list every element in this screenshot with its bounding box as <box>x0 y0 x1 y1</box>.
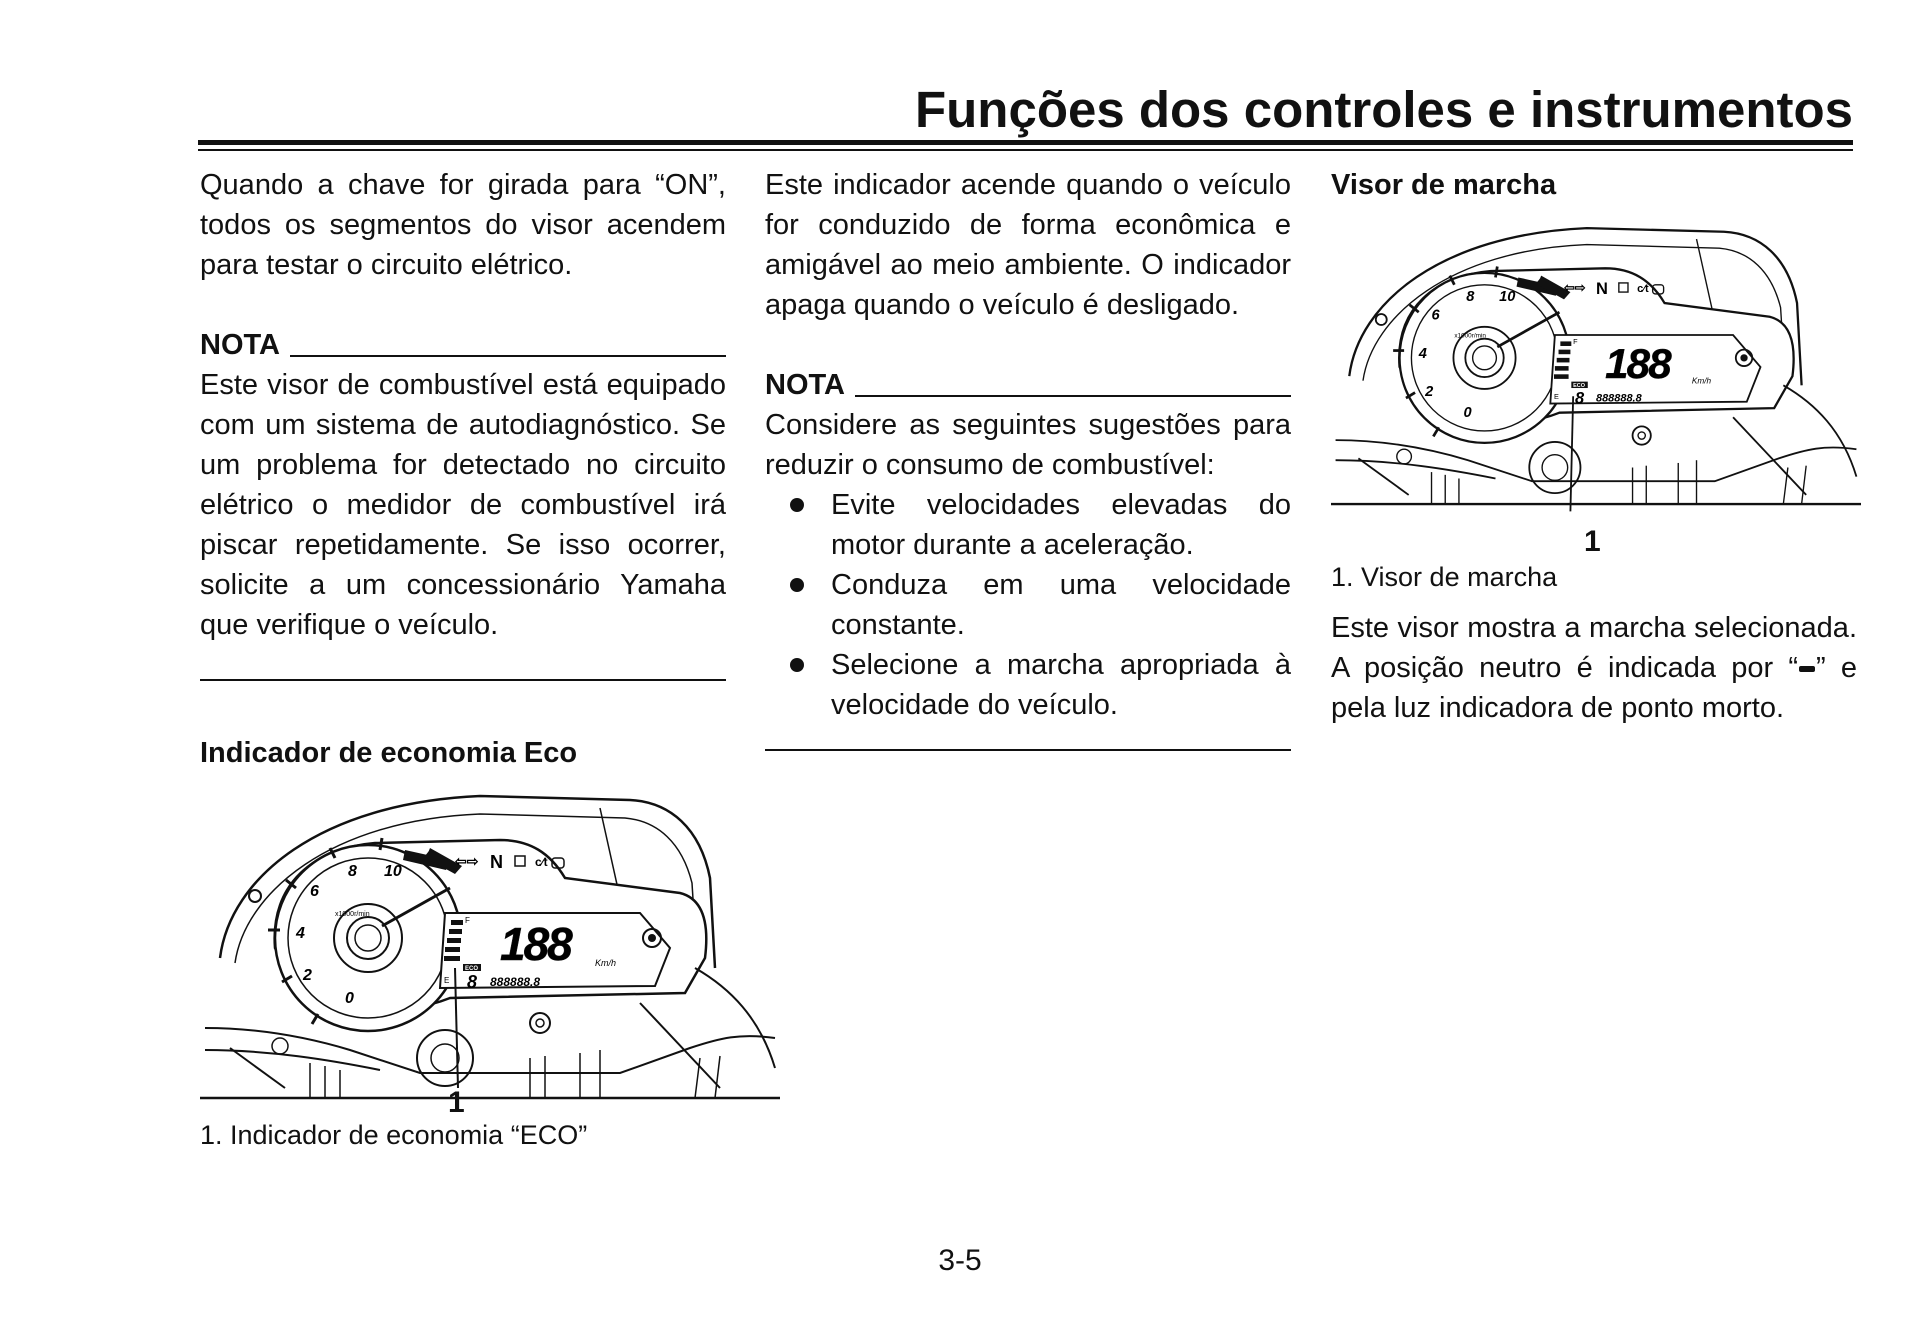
intro-paragraph: Quando a chave for girada para “ON”, todos os segmentos do visor acendem para testar o circuito elétrico. <box>200 169 726 281</box>
column-1 <box>200 165 726 1152</box>
column-3 <box>1331 165 1857 728</box>
gear-heading: Visor de marcha <box>1331 169 1557 201</box>
gear-callout-number: 1 <box>1584 525 1601 558</box>
gear-caption: 1. Visor de marcha <box>1331 562 1558 592</box>
gear-figure <box>1331 217 1857 560</box>
list-item: Evite velocidades elevadas do motor durante a aceleração. <box>765 485 1291 565</box>
header-rule <box>198 140 1853 145</box>
nota-end-rule-2 <box>765 749 1291 751</box>
list-item: Selecione a marcha apropriada à velocidade do veículo. <box>765 645 1291 725</box>
tips-list <box>765 485 1291 725</box>
dashboard-illustration-gear <box>1331 217 1861 517</box>
dashboard-illustration-eco <box>200 788 780 1108</box>
eco-paragraph: Este indicador acende quando o veículo for conduzido de forma econômica e amigável ao meio ambiente. O indicador apaga quando o veículo é desligado. <box>765 169 1291 321</box>
eco-callout-number: 1 <box>448 1086 465 1119</box>
nota-intro: Considere as seguintes sugestões para reduzir o consumo de combustível: <box>765 409 1291 481</box>
page-title: Funções dos controles e instrumentos <box>915 81 1853 138</box>
nota-paragraph: Este visor de combustível está equipado com um sistema de autodiagnóstico. Se um problema for detectado no circuito elétrico o medidor de combustível irá piscar repetidamente. Se isso ocorrer, solicite a um concessionário Yamaha que verifique o veículo. <box>200 369 726 641</box>
column-2 <box>765 165 1291 751</box>
nota-label-2: NOTA <box>765 369 846 401</box>
header-rule-thin <box>198 149 1853 151</box>
nota-label: NOTA <box>200 329 281 361</box>
list-item: Conduza em uma velocidade constante. <box>765 565 1291 645</box>
eco-figure <box>200 788 726 1118</box>
nota-heading-2 <box>765 365 1291 405</box>
nota-heading <box>200 325 726 365</box>
eco-caption: 1. Indicador de economia “ECO” <box>200 1120 588 1150</box>
eco-heading: Indicador de economia Eco <box>200 737 578 769</box>
neutral-dash-icon <box>1799 666 1815 672</box>
gear-paragraph: Este visor mostra a marcha selecionada. A posição neutro é indicada por “ ” e pela luz indicadora de ponto morto. <box>1331 612 1858 724</box>
page-number: 3-5 <box>938 1244 982 1277</box>
